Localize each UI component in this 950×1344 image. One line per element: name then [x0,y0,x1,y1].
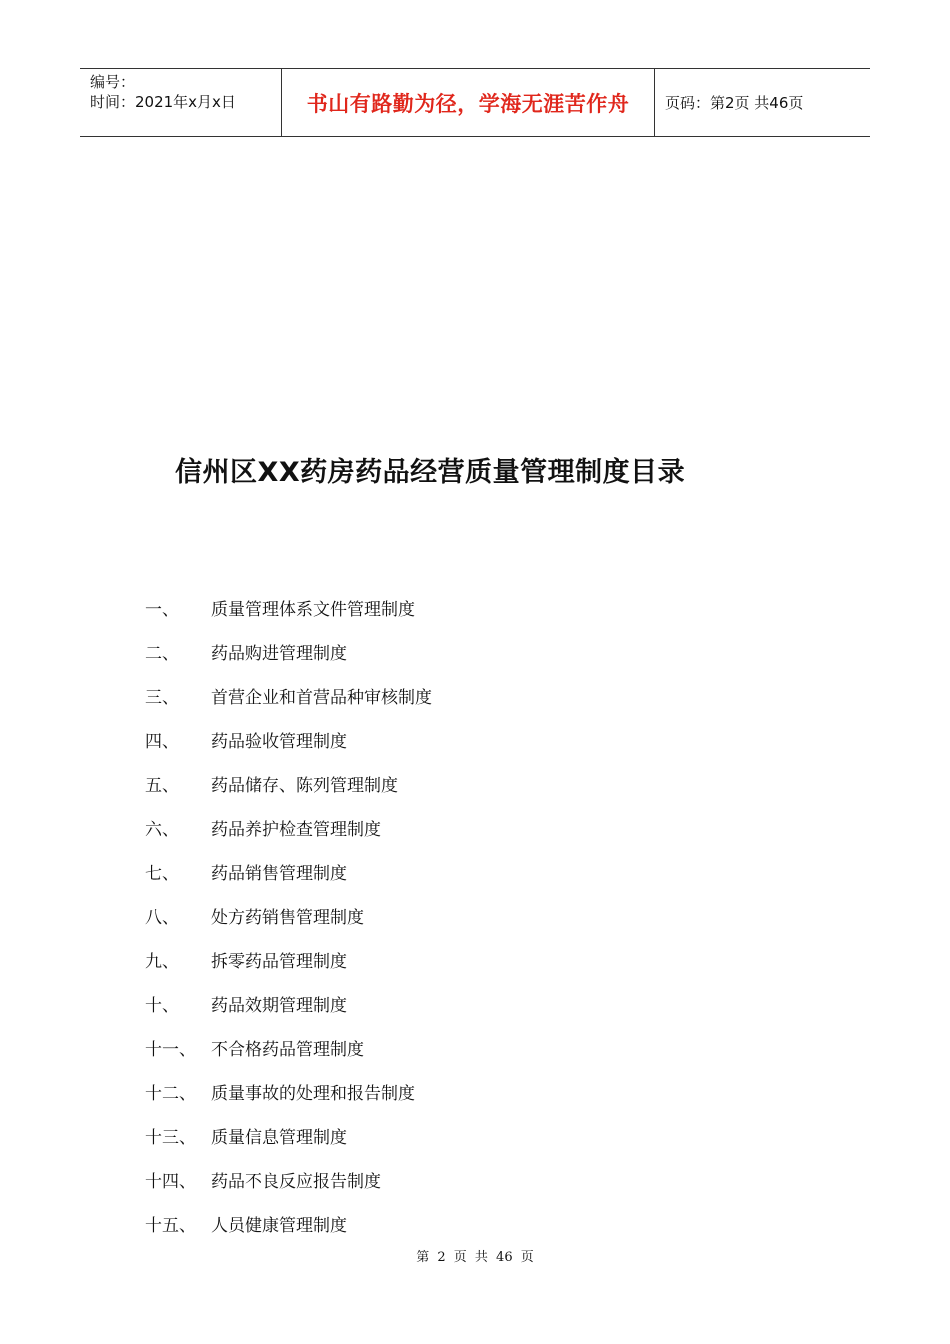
toc-label: 药品销售管理制度 [211,863,347,884]
toc-number: 六、 [145,819,179,840]
toc-number: 十三、 [145,1127,196,1148]
toc-item [145,1069,432,1113]
toc-label: 药品不良反应报告制度 [211,1171,381,1192]
toc-label: 不合格药品管理制度 [211,1039,364,1060]
toc-label: 拆零药品管理制度 [211,951,347,972]
toc-number: 十、 [145,995,179,1016]
header-page-info: 页码：第2页 共46页 [665,94,804,112]
toc-number: 一、 [145,599,179,620]
toc-label: 人员健康管理制度 [211,1215,347,1236]
toc-item [145,1157,432,1201]
toc-number: 二、 [145,643,179,664]
toc-label: 首营企业和首营品种审核制度 [211,687,432,708]
toc-item [145,717,432,761]
toc-label: 质量事故的处理和报告制度 [211,1083,415,1104]
page-header [80,68,870,137]
toc-item [145,981,432,1025]
header-meta-cell [80,69,282,136]
toc-number: 七、 [145,863,179,884]
toc-label: 处方药销售管理制度 [211,907,364,928]
toc-item [145,629,432,673]
toc-item [145,1113,432,1157]
toc-item [145,585,432,629]
toc-number: 十一、 [145,1039,196,1060]
toc-label: 药品效期管理制度 [211,995,347,1016]
document-title: 信州区XX药房药品经营质量管理制度目录 [175,457,686,488]
page-footer: 第 2 页 共 46 页 [416,1250,534,1265]
toc-label: 质量管理体系文件管理制度 [211,599,415,620]
toc-number: 十五、 [145,1215,196,1236]
toc-item [145,849,432,893]
toc-label: 药品养护检查管理制度 [211,819,381,840]
toc-item [145,893,432,937]
toc-item [145,1201,432,1245]
toc-label: 药品储存、陈列管理制度 [211,775,398,796]
toc-item [145,761,432,805]
toc-number: 九、 [145,951,179,972]
toc-item [145,937,432,981]
toc-label: 质量信息管理制度 [211,1127,347,1148]
number-label: 编号： [90,73,136,91]
table-of-contents [145,585,432,1245]
toc-item [145,805,432,849]
toc-item [145,673,432,717]
toc-item [145,1025,432,1069]
header-motto: 书山有路勤为径，学海无涯苦作舟 [282,69,655,136]
toc-number: 三、 [145,687,179,708]
toc-number: 五、 [145,775,179,796]
toc-label: 药品购进管理制度 [211,643,347,664]
toc-number: 四、 [145,731,179,752]
toc-label: 药品验收管理制度 [211,731,347,752]
toc-number: 十二、 [145,1083,196,1104]
toc-number: 十四、 [145,1171,196,1192]
time-label: 时间：2021年x月x日 [90,93,236,111]
toc-number: 八、 [145,907,179,928]
